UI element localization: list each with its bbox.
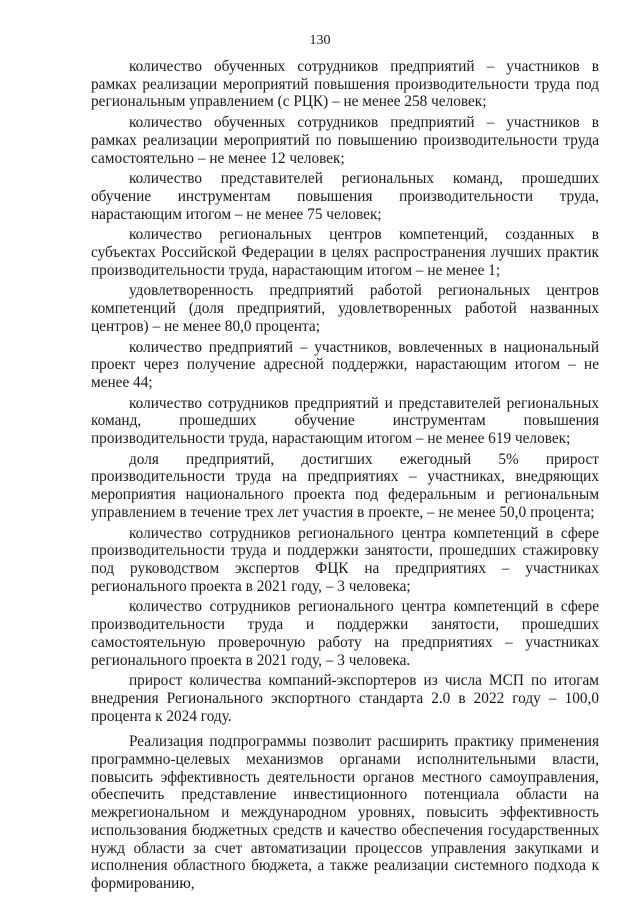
paragraph-trained-employees-self: количество обученных сотрудников предприятий – участников в рамках реализации мероприятий по повышению производительности труда самостоятельно – не менее 12 человек; <box>91 114 599 167</box>
paragraph-self-verification-work: количество сотрудников регионального центра компетенций в сфере производительности труда и поддержки занятости, прошедших самостоятельную проверочную работу на предприятиях – участниках регионального проекта в 2021 году, – 3 человека. <box>91 598 599 669</box>
paragraph-employees-and-reps: количество сотрудников предприятий и представителей региональных команд, прошедших обучение инструментам повышения производительности труда, нарастающим итогом – не менее 619 человек; <box>91 394 599 448</box>
paragraph-enterprises-involved: количество предприятий – участников, вовлеченных в национальный проект через получение адресной поддержки, нарастающим итогом – не менее 44; <box>91 338 599 391</box>
paragraph-satisfaction: удовлетворенность предприятий работой региональных центров компетенций (доля предприятий, удовлетворенных работой названных центров) – не менее 80,0 процента; <box>91 282 599 335</box>
paragraph-trained-employees-rck: количество обученных сотрудников предприятий – участников в рамках реализации мероприятий повышения производительности труда под региональным управлением (с РЦК) – не менее 258 человек; <box>91 58 599 111</box>
paragraph-competence-centers: количество региональных центров компетенций, созданных в субъектах Российской Федерации в целях распространения лучших практик производительности труда, нарастающим итогом – не менее 1; <box>91 226 599 279</box>
paragraph-productivity-growth-share: доля предприятий, достигших ежегодный 5% прирост производительности труда на предприятиях – участниках, внедряющих мероприятия национального проекта под федеральным и региональным управлением в течение трех лет участия в проекте, – не менее 50,0 процента; <box>91 450 599 521</box>
page-number: 130 <box>309 33 331 48</box>
paragraph-regional-team-reps: количество представителей региональных команд, прошедших обучение инструментам повышения производительности труда, нарастающим итогом – не менее 75 человек; <box>91 170 599 223</box>
paragraph-internship-fck: количество сотрудников регионального центра компетенций в сфере производительности труда и поддержки занятости, прошедших стажировку под руководством экспертов ФЦК на предприятиях – участниках регионального проекта в 2021 году, – 3 человека; <box>91 524 599 595</box>
document-body <box>91 58 599 896</box>
paragraph-subprogram-implementation: Реализация подпрограммы позволит расширить практику применения программно-целевых механизмов органами исполнительными власти, повысить эффективность деятельности органов местного самоуправления, обеспечить представление инвестиционного потенциала области на межрегиональном и международном уровнях, повысить эффективность использования бюджетных средств и качество обеспечения государственных нужд области за счет автоматизации процессов управления закупками и исполнения областного бюджета, а также реализации системного подхода к формированию, <box>91 733 599 892</box>
paragraph-exporters-growth: прирост количества компаний-экспортеров из числа МСП по итогам внедрения Регионального экспортного стандарта 2.0 в 2022 году – 100,0 процента к 2024 году. <box>91 672 599 725</box>
